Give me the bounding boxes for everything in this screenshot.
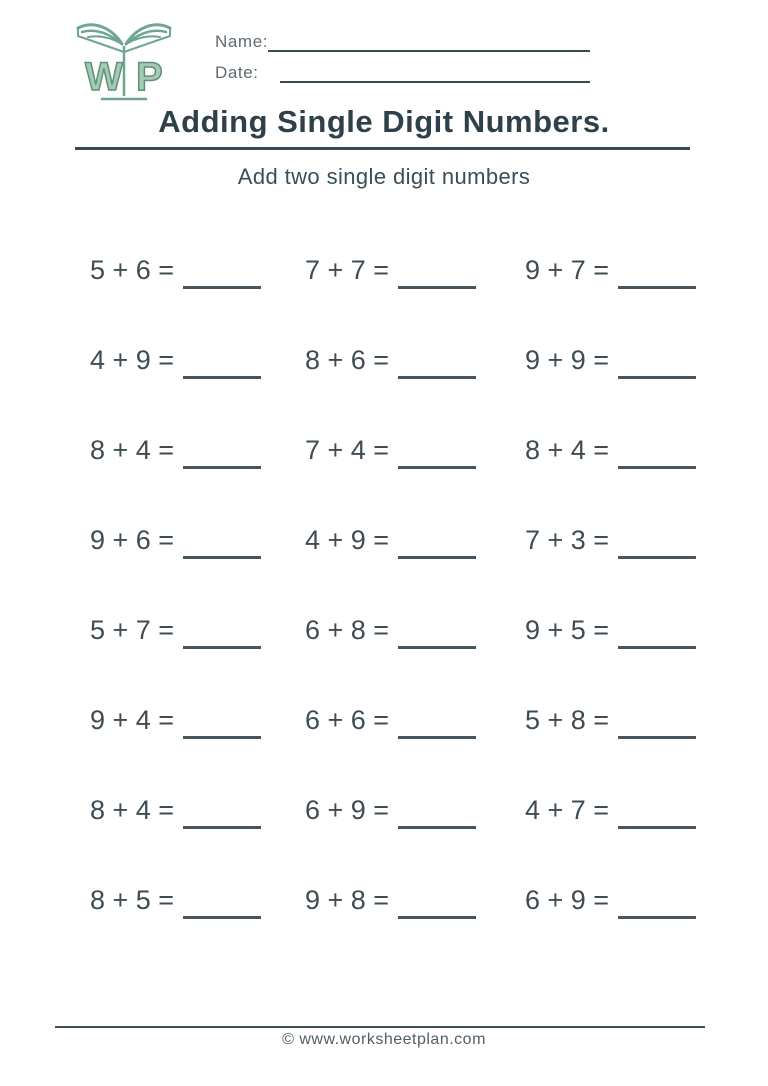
math-problem: [90, 585, 305, 675]
math-problem: [90, 855, 305, 945]
logo-letter-w: W: [85, 55, 123, 99]
problem-expression: 6 + 9 =: [305, 794, 390, 825]
date-label: Date:: [215, 63, 259, 82]
math-problem: [305, 675, 525, 765]
date-blank-line: [280, 81, 590, 83]
problem-expression: 9 + 4 =: [90, 704, 175, 735]
problem-expression: 7 + 4 =: [305, 434, 390, 465]
problem-expression: 9 + 9 =: [525, 344, 610, 375]
problem-expression: 5 + 8 =: [525, 704, 610, 735]
math-problem: [305, 315, 525, 405]
answer-blank: [398, 736, 476, 739]
open-book-icon: [64, 12, 184, 104]
answer-blank: [183, 646, 261, 649]
title-divider: [75, 147, 690, 150]
answer-blank: [618, 916, 696, 919]
answer-blank: [398, 286, 476, 289]
problem-expression: 8 + 4 =: [525, 434, 610, 465]
answer-blank: [618, 286, 696, 289]
problem-expression: 8 + 4 =: [90, 434, 175, 465]
answer-blank: [183, 556, 261, 559]
problem-expression: 9 + 7 =: [525, 254, 610, 285]
math-problem: [525, 765, 705, 855]
math-problem: [305, 495, 525, 585]
problem-expression: 9 + 5 =: [525, 614, 610, 645]
answer-blank: [618, 826, 696, 829]
problems-grid: [90, 225, 705, 945]
answer-blank: [618, 646, 696, 649]
answer-blank: [398, 916, 476, 919]
math-problem: [90, 675, 305, 765]
answer-blank: [183, 466, 261, 469]
name-label: Name:: [215, 32, 269, 51]
footer-divider: [55, 1026, 705, 1028]
math-problem: [90, 225, 305, 315]
answer-blank: [183, 916, 261, 919]
math-problem: [305, 225, 525, 315]
problem-expression: 7 + 3 =: [525, 524, 610, 555]
answer-blank: [398, 466, 476, 469]
page-title: Adding Single Digit Numbers.: [158, 104, 610, 139]
math-problem: [525, 585, 705, 675]
answer-blank: [398, 826, 476, 829]
answer-blank: [183, 376, 261, 379]
answer-blank: [183, 286, 261, 289]
math-problem: [305, 585, 525, 675]
problem-expression: 4 + 9 =: [90, 344, 175, 375]
name-blank-line: [268, 50, 590, 52]
answer-blank: [398, 646, 476, 649]
math-problem: [525, 855, 705, 945]
problem-expression: 9 + 8 =: [305, 884, 390, 915]
footer-credit: © www.worksheetplan.com: [282, 1031, 486, 1048]
problem-expression: 7 + 7 =: [305, 254, 390, 285]
math-problem: [90, 765, 305, 855]
problem-expression: 6 + 8 =: [305, 614, 390, 645]
math-problem: [525, 225, 705, 315]
math-problem: [90, 405, 305, 495]
problem-expression: 4 + 9 =: [305, 524, 390, 555]
answer-blank: [398, 556, 476, 559]
math-problem: [305, 405, 525, 495]
math-problem: [525, 405, 705, 495]
answer-blank: [618, 466, 696, 469]
page-subtitle: Add two single digit numbers: [237, 164, 531, 189]
worksheetplan-logo: [64, 12, 184, 104]
answer-blank: [618, 556, 696, 559]
answer-blank: [398, 376, 476, 379]
logo-letter-p: P: [136, 55, 163, 99]
math-problem: [90, 495, 305, 585]
math-problem: [305, 765, 525, 855]
problem-expression: 6 + 6 =: [305, 704, 390, 735]
problem-expression: 4 + 7 =: [525, 794, 610, 825]
problem-expression: 8 + 4 =: [90, 794, 175, 825]
math-problem: [525, 675, 705, 765]
math-problem: [525, 495, 705, 585]
answer-blank: [183, 736, 261, 739]
answer-blank: [618, 376, 696, 379]
math-problem: [305, 855, 525, 945]
problem-expression: 9 + 6 =: [90, 524, 175, 555]
problem-expression: 5 + 6 =: [90, 254, 175, 285]
problem-expression: 8 + 6 =: [305, 344, 390, 375]
math-problem: [525, 315, 705, 405]
problem-expression: 6 + 9 =: [525, 884, 610, 915]
math-problem: [90, 315, 305, 405]
answer-blank: [183, 826, 261, 829]
problem-expression: 8 + 5 =: [90, 884, 175, 915]
answer-blank: [618, 736, 696, 739]
problem-expression: 5 + 7 =: [90, 614, 175, 645]
